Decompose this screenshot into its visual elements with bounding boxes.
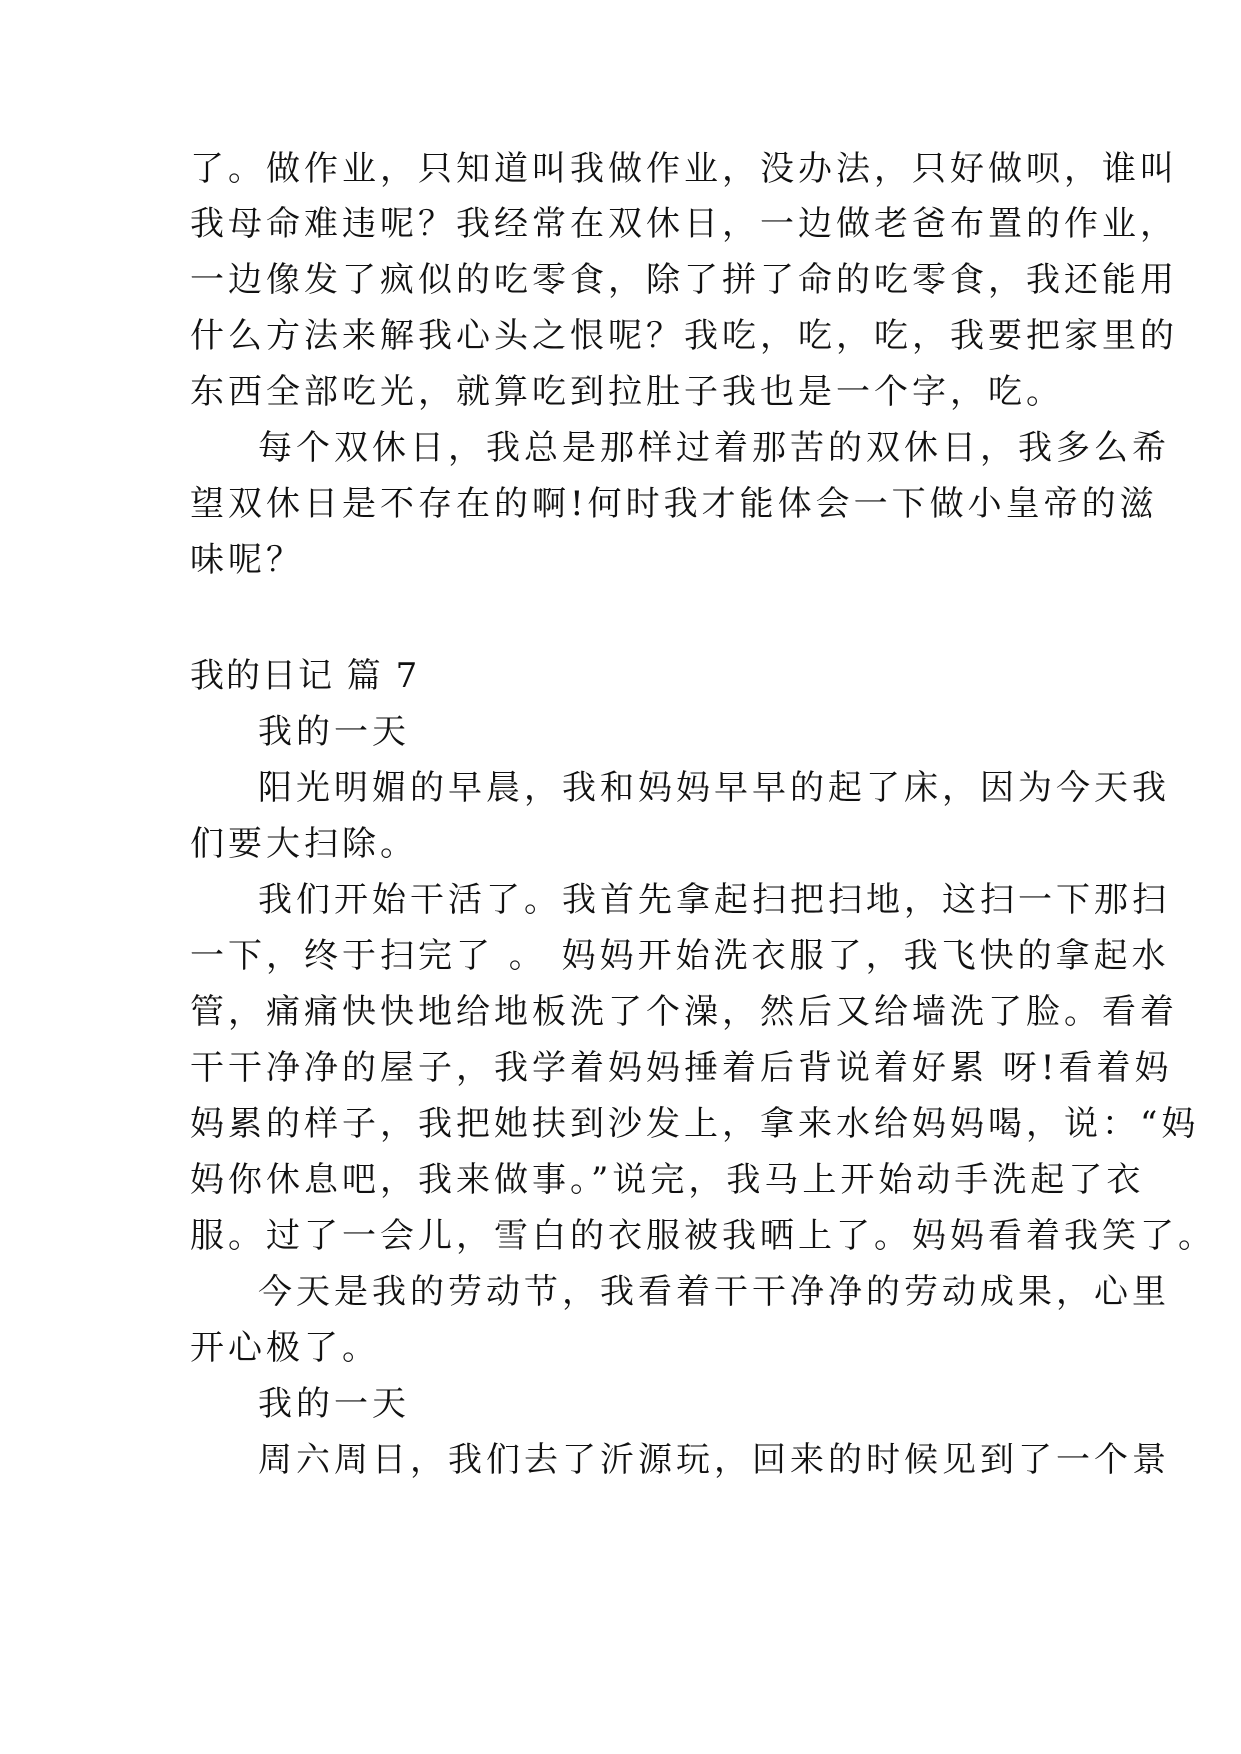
text-line: 们要大扫除。 [190, 824, 418, 864]
subtitle: 我的一天 [258, 1384, 410, 1424]
section-heading: 我的日记 篇 7 [190, 656, 420, 696]
paragraph-first-line: 周六周日，我们去了沂源玩，回来的时候见到了一个景 [258, 1440, 1170, 1480]
paragraph-first-line: 今天是我的劳动节，我看着干干净净的劳动成果，心里 [258, 1272, 1170, 1312]
text-line: 一下，终于扫完了 。 妈妈开始洗衣服了，我飞快的拿起水 [190, 936, 1170, 976]
text-line: 望双休日是不存在的啊!何时我才能体会一下做小皇帝的滋 [190, 484, 1158, 524]
text-line: 管，痛痛快快地给地板洗了个澡，然后又给墙洗了脸。看着 [190, 992, 1178, 1032]
text-line: 妈累的样子，我把她扶到沙发上，拿来水给妈妈喝，说：“妈 [190, 1104, 1200, 1144]
text-line: 服。过了一会儿，雪白的衣服被我晒上了。妈妈看着我笑了。 [190, 1216, 1216, 1256]
text-line: 一边像发了疯似的吃零食，除了拼了命的吃零食，我还能用 [190, 260, 1178, 300]
paragraph-first-line: 阳光明媚的早晨，我和妈妈早早的起了床，因为今天我 [258, 768, 1170, 808]
text-line: 了。做作业，只知道叫我做作业，没办法，只好做呗，谁叫 [190, 149, 1178, 189]
text-line: 妈你休息吧，我来做事。”说完，我马上开始动手洗起了衣 [190, 1160, 1145, 1200]
text-line: 我母命难违呢？我经常在双休日，一边做老爸布置的作业， [190, 204, 1178, 244]
subtitle: 我的一天 [258, 712, 410, 752]
text-line: 东西全部吃光，就算吃到拉肚子我也是一个字，吃。 [190, 372, 1064, 412]
text-line: 开心极了。 [190, 1328, 380, 1368]
text-line: 什么方法来解我心头之恨呢？我吃，吃，吃，我要把家里的 [190, 316, 1178, 356]
paragraph-first-line: 我们开始干活了。我首先拿起扫把扫地，这扫一下那扫 [258, 880, 1170, 920]
text-line: 味呢？ [190, 540, 304, 580]
text-line: 干干净净的屋子，我学着妈妈捶着后背说着好累 呀!看着妈 [190, 1048, 1173, 1088]
paragraph-first-line: 每个双休日，我总是那样过着那苦的双休日，我多么希 [258, 428, 1170, 468]
